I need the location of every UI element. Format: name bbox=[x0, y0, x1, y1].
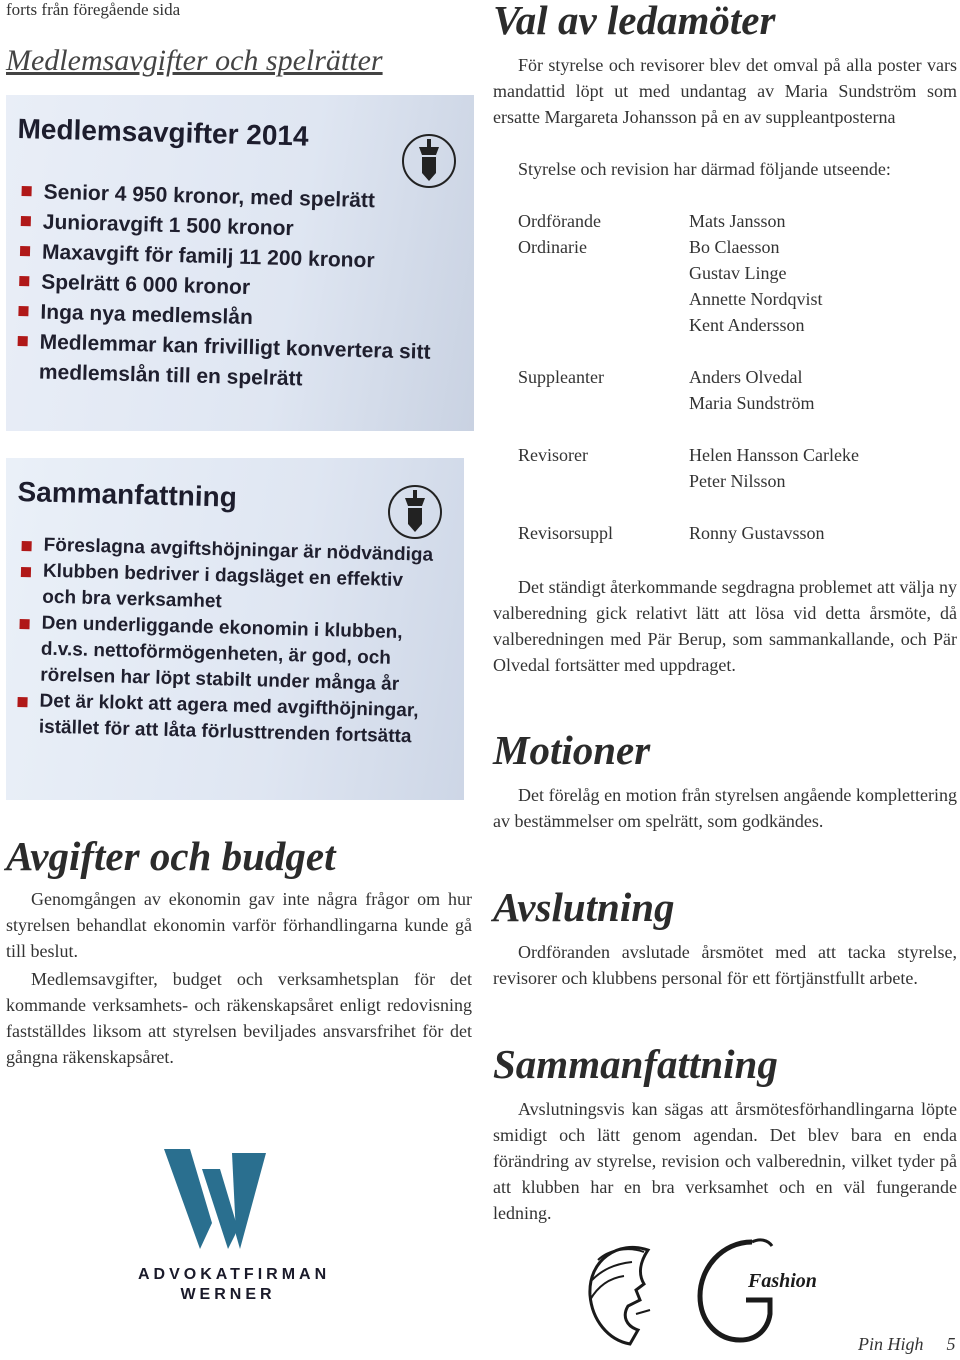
advokatfirman-werner-logo-icon bbox=[160, 1145, 270, 1255]
page-number: 5 bbox=[946, 1334, 956, 1354]
continued-note: forts från föregående sida bbox=[6, 0, 181, 19]
slide-photo-fees bbox=[6, 95, 474, 431]
paragraph-text: För styrelse och revisorer blev det omval på alla poster vars mandattid löpt ut med undantag av Maria Sundström som ersatte Margareta Johansson på en av suppleantposterna bbox=[493, 55, 957, 127]
paragraph-text: Genomgången av ekonomin gav inte några frågor om hur styrelsen behandlat ekonomin varför förhandlingarna kunde gå till beslut. bbox=[6, 889, 472, 961]
bullet-line: Den underliggande ekonomin i klubben, bbox=[41, 612, 403, 644]
board-names bbox=[689, 364, 815, 416]
slide-bullet-list bbox=[15, 532, 434, 751]
bullet-line: Klubben bedriver i dagsläget en effektiv bbox=[42, 560, 404, 592]
bullet-line: rörelsen har löpt stabilt under många år bbox=[39, 664, 400, 695]
paragraph-avslutning bbox=[493, 939, 957, 991]
board-role: Ordförande bbox=[518, 211, 601, 231]
slide-bullet: Junioravgift 1 500 kronor bbox=[18, 207, 434, 248]
board-name: Anders Olvedal bbox=[689, 367, 803, 387]
sponsor-name-line2: WERNER bbox=[180, 1286, 276, 1303]
magazine-name: Pin High bbox=[858, 1334, 924, 1354]
slide-bullet: Senior 4 950 kronor, med spelrätt bbox=[19, 177, 435, 218]
paragraph-text: Medlemsavgifter, budget och verksamhetsplan för det kommande verksamhets- och räkenskapsåret enligt redovisning fastställdes liksom att styrelsen beviljades ansvarsfrihet för det gångna räkenskapsåret. bbox=[6, 969, 472, 1067]
fashion-g-logo bbox=[682, 1234, 832, 1346]
paragraph-text: Ordföranden avslutade årsmötet med att tacka styrelse, revisorer och klubbens personal för ett förtjänstfullt arbete. bbox=[493, 942, 957, 988]
slide-photo-summary bbox=[6, 458, 464, 800]
board-name: Ronny Gustavsson bbox=[689, 523, 825, 543]
heading-avgifter-budget: Avgifter och budget bbox=[6, 833, 336, 879]
board-name: Bo Claesson bbox=[689, 237, 780, 257]
slide-bullet bbox=[15, 688, 430, 751]
bullet-line: Det är klokt att agera med avgifthöjningar, bbox=[39, 690, 419, 722]
fashion-face-logo-icon bbox=[578, 1240, 668, 1348]
slide-bullet: Föreslagna avgiftshöjningar är nödvändiga bbox=[19, 532, 433, 569]
slide-bullet bbox=[16, 610, 431, 699]
paragraph-avgifter-2 bbox=[6, 966, 472, 1070]
paragraph-val-2 bbox=[493, 156, 957, 182]
bullet-line: istället för att låta förlusttrenden fortsätta bbox=[38, 716, 412, 748]
paragraph-valberedning bbox=[493, 574, 957, 678]
section-heading-fees: Medlemsavgifter och spelrätter bbox=[6, 44, 383, 77]
slide-bullet bbox=[15, 327, 431, 398]
board-name: Helen Hansson Carleke bbox=[689, 445, 859, 465]
board-name: Peter Nilsson bbox=[689, 471, 786, 491]
bullet-line: medlemslån till en spelrätt bbox=[38, 360, 303, 391]
board-name: Annette Nordqvist bbox=[689, 289, 823, 309]
board-names bbox=[689, 234, 822, 338]
paragraph-text: Det förelåg en motion från styrelsen angående komplettering av bestämmelser om spelrätt, som godkändes. bbox=[493, 785, 957, 831]
page-footer bbox=[858, 1334, 956, 1355]
board-name: Mats Jansson bbox=[689, 211, 786, 231]
paragraph-text: Det ständigt återkommande segdragna problemet att välja ny valberedning gick relativt lätt att lösa vid detta årsmöte, då valberedningen med Pär Berup, som sammankallande, och Pär Olvedal fortsätter med uppdraget. bbox=[493, 577, 957, 675]
paragraph-val-1 bbox=[493, 52, 957, 130]
paragraph-avgifter-1 bbox=[6, 886, 472, 964]
board-name: Maria Sundström bbox=[689, 393, 815, 413]
board-role: Ordinarie bbox=[518, 237, 587, 257]
board-role: Suppleanter bbox=[518, 367, 604, 387]
sponsor-name-line1: ADVOKATFIRMAN bbox=[138, 1266, 331, 1283]
paragraph-motioner bbox=[493, 782, 957, 834]
bullet-line: d.v.s. nettoförmögenheten, är god, och bbox=[40, 638, 392, 669]
heading-avslutning: Avslutning bbox=[493, 884, 675, 930]
paragraph-text: Avslutningsvis kan sägas att årsmötesförhandlingarna löpte smidigt och lätt genom agendan. Det blev bara en enda förändring av styrelse, revision och valberednin, vilket tyder på att klubben har en bra verksamhet och en väl fungerande ledning. bbox=[493, 1099, 957, 1223]
heading-motioner: Motioner bbox=[493, 727, 651, 773]
fashion-text: Fashion bbox=[748, 1270, 817, 1292]
bullet-line: och bra verksamhet bbox=[42, 586, 223, 613]
board-name: Kent Andersson bbox=[689, 315, 805, 335]
slide-bullet: Spelrätt 6 000 kronor bbox=[17, 267, 433, 308]
slide-bullet: Maxavgift för familj 11 200 kronor bbox=[18, 237, 434, 278]
slide-bullet: Inga nya medlemslån bbox=[16, 297, 432, 338]
heading-val: Val av ledamöter bbox=[493, 0, 776, 43]
paragraph-text: Styrelse och revision har därmad följande utseende: bbox=[518, 159, 891, 179]
slide-title: Medlemsavgifter 2014 bbox=[17, 113, 309, 152]
slide-title: Sammanfattning bbox=[17, 476, 238, 513]
golf-club-crest-icon bbox=[386, 476, 444, 548]
heading-sammanfattning: Sammanfattning bbox=[493, 1041, 778, 1087]
board-name: Gustav Linge bbox=[689, 263, 787, 283]
board-role: Revisorsuppl bbox=[518, 523, 614, 543]
board-names bbox=[689, 442, 859, 494]
slide-bullet-list bbox=[15, 177, 435, 398]
board-role: Revisorer bbox=[518, 445, 588, 465]
bullet-line: Medlemmar kan frivilligt konvertera sitt bbox=[39, 330, 431, 364]
paragraph-sammanfattning bbox=[493, 1096, 957, 1226]
